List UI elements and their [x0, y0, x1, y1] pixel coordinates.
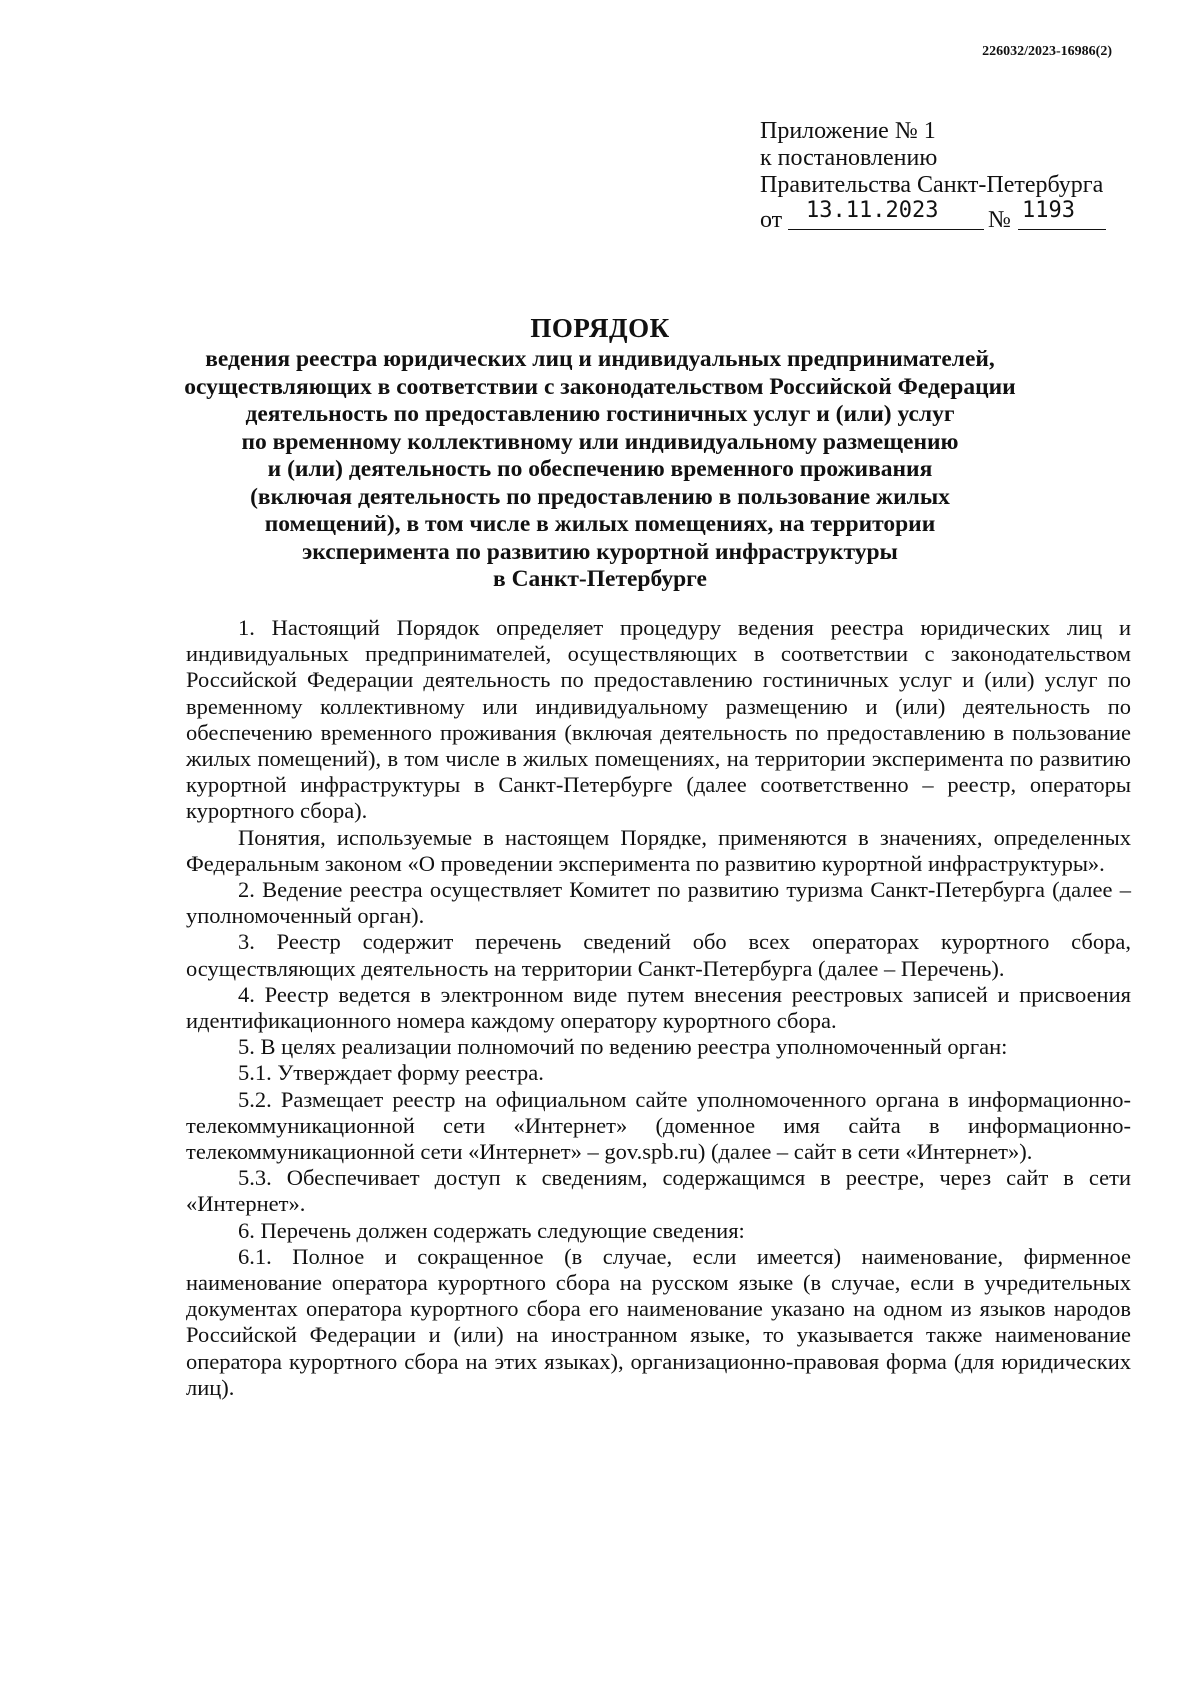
appendix-line-2: к постановлению	[760, 145, 938, 171]
document-title: ПОРЯДОК	[530, 313, 670, 343]
paragraph-4: 4. Реестр ведется в электронном виде путем внесения реестровых записей и присвоения идентификационного номера каждому оператору курортного сбора.	[186, 981, 1131, 1034]
paragraph-definitions: Понятия, используемые в настоящем Порядке, применяются в значениях, определенных Федеральным законом «О проведении эксперимента по развитию курортной инфраструктуры».	[186, 824, 1131, 876]
paragraph-5: 5. В целях реализации полномочий по ведению реестра уполномоченный орган:	[238, 1034, 1008, 1060]
paragraph-6: 6. Перечень должен содержать следующие сведения:	[238, 1217, 745, 1243]
paragraph-1: 1. Настоящий Порядок определяет процедуру ведения реестра юридических лиц и индивидуальных предпринимателей, осуществляющих в соответствии с законодательством Российской Федерации деятельность по предоставлению гостиничных услуг и (или) услуг по временному коллективному или индивидуальному размещению и (или) деятельность по обеспечению временного проживания (включая деятельность по предоставлению в пользование жилых помещений), в том числе в жилых помещениях, на территории эксперимента по развитию курортной инфраструктуры в Санкт-Петербурге (далее соответственно – реестр, операторы курортного сбора).	[186, 615, 1131, 824]
document-id: 226032/2023-16986(2)	[982, 44, 1112, 59]
paragraph-5-2: 5.2. Размещает реестр на официальном сайте уполномоченного органа в информационно-телекоммуникационной сети «Интернет» (доменное имя сайта в информационно-телекоммуникационной сети «Интернет» – gov.spb.ru) (далее – сайт в сети «Интернет»).	[186, 1086, 1131, 1165]
subtitle-line: осуществляющих в соответствии с законодательством Российской Федерации	[184, 373, 1016, 400]
subtitle-line: эксперимента по развитию курортной инфраструктуры	[302, 538, 898, 565]
number-value: 1193	[1018, 199, 1106, 230]
date-value: 13.11.2023	[788, 199, 984, 230]
paragraph-3: 3. Реестр содержит перечень сведений обо всех операторах курортного сбора, осуществляющих деятельность на территории Санкт-Петербурга (далее – Перечень).	[186, 929, 1131, 981]
subtitle-line: ведения реестра юридических лиц и индивидуальных предпринимателей,	[205, 346, 995, 372]
appendix-block	[760, 118, 1120, 231]
subtitle-line: (включая деятельность по предоставлению в пользование жилых	[250, 483, 950, 510]
appendix-date-row	[760, 199, 1120, 231]
appendix-line-1: Приложение № 1	[760, 118, 936, 144]
subtitle-line: по временному коллективному или индивидуальному размещению	[241, 428, 959, 455]
paragraph-6-1: 6.1. Полное и сокращенное (в случае, если имеется) наименование, фирменное наименование оператора курортного сбора на русском языке (в случае, если в учредительных документах оператора курортного сбора его наименование указано на одном из языков народов Российской Федерации и (или) на иностранном языке, то указывается также наименование оператора курортного сбора на этих языках), организационно-правовая форма (для юридических лиц).	[186, 1243, 1131, 1400]
document-subtitle	[150, 346, 1050, 594]
subtitle-line: в Санкт-Петербурге	[493, 566, 707, 592]
number-prefix: №	[988, 207, 1011, 233]
subtitle-line: и (или) деятельность по обеспечению временного проживания	[267, 456, 933, 482]
paragraph-2: 2. Ведение реестра осуществляет Комитет по развитию туризма Санкт-Петербурга (далее – уполномоченный орган).	[186, 877, 1131, 929]
document-body	[186, 615, 1131, 1401]
paragraph-5-3: 5.3. Обеспечивает доступ к сведениям, содержащимся в реестре, через сайт в сети «Интернет».	[186, 1165, 1131, 1217]
appendix-line-3: Правительства Санкт-Петербурга	[760, 172, 1104, 198]
date-prefix: от	[760, 207, 783, 233]
subtitle-line: помещений), в том числе в жилых помещениях, на территории	[264, 511, 936, 537]
paragraph-5-1: 5.1. Утверждает форму реестра.	[238, 1060, 544, 1086]
title-block	[150, 310, 1050, 594]
subtitle-line: деятельность по предоставлению гостиничных услуг и (или) услуг	[245, 401, 955, 427]
